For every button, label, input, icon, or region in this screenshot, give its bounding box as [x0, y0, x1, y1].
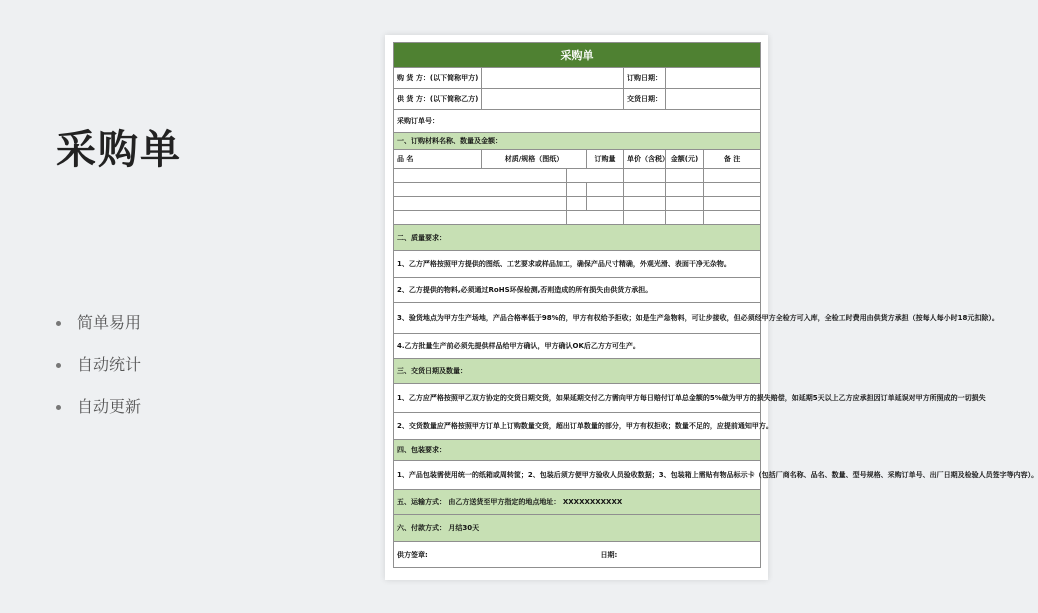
bullet-icon [56, 321, 61, 326]
section-items-heading: 一、订购材料名称、数量及金额： [394, 133, 761, 150]
col-name: 品 名 [394, 150, 482, 169]
feature-item [56, 354, 141, 396]
form-title: 采购单 [394, 43, 761, 68]
delivery-item: 1、乙方应严格按照甲乙双方协定的交货日期交货，如果延期交付乙方需向甲方每日赔付订单总金额的5%做为甲方的损失赔偿，如延期5天以上乙方应承担因订单延误对甲方所照成的一切损失 [394, 384, 761, 413]
items-header-row [394, 150, 761, 169]
col-spec: 材质/规格（图纸） [482, 150, 587, 169]
bullet-icon [56, 405, 61, 410]
supplier-field[interactable] [482, 89, 624, 110]
section-packaging-heading: 四、包装要求： [394, 440, 761, 461]
bullet-icon [56, 363, 61, 368]
buyer-label: 购 货 方：(以下简称甲方) [394, 68, 482, 89]
col-qty: 订购量 [587, 150, 624, 169]
purchase-order-table [393, 42, 1038, 568]
section-transport: 五、运输方式： 由乙方送货至甲方指定的地点地址： XXXXXXXXXXX [394, 490, 761, 515]
feature-item [56, 396, 141, 438]
feature-label: 简单易用 [77, 313, 142, 332]
section-quality-heading: 二、质量要求： [394, 225, 761, 251]
delivery-item: 2、交货数量应严格按照甲方订单上订购数量交货，超出订单数量的部分，甲方有权拒收；数量不足的，应提前通知甲方。 [394, 413, 761, 440]
section-delivery-heading: 三、交货日期及数量： [394, 359, 761, 384]
purchase-order-sheet [385, 35, 1038, 580]
supplier-signature-label: 供方签章: [394, 542, 587, 568]
feature-item [56, 312, 141, 354]
quality-item: 3、验货地点为甲方生产场地，产品合格率低于98%的，甲方有权给予拒收；如是生产急物料，可让步接收，但必须经甲方全检方可入库，全检工时费用由供货方承担（按每人每小时18元扣除）。 [394, 303, 761, 334]
order-date-label: 订购日期： [624, 68, 666, 89]
col-unit-price: 单价（含税） [624, 150, 666, 169]
feature-label: 自动统计 [77, 355, 142, 374]
signature-date-label: 日期: [587, 542, 761, 568]
quality-item: 1、乙方严格按照甲方提供的图纸、工艺要求或样品加工，确保产品尺寸精确，外观光滑、表面干净无杂物。 [394, 251, 761, 278]
col-amount: 金额(元) [666, 150, 704, 169]
section-payment: 六、付款方式： 月结30天 [394, 515, 761, 542]
order-date-field[interactable] [666, 68, 761, 89]
hero-title: 采购单 [56, 127, 182, 173]
feature-label: 自动更新 [77, 397, 142, 416]
delivery-date-label: 交货日期： [624, 89, 666, 110]
item-row [394, 197, 761, 211]
col-remark: 备 注 [704, 150, 761, 169]
quality-item: 2、乙方提供的物料,必须通过RoHS环保检测,否则造成的所有损失由供货方承担。 [394, 278, 761, 303]
item-row [394, 183, 761, 197]
feature-list [56, 312, 141, 438]
delivery-date-field[interactable] [666, 89, 761, 110]
item-row [394, 211, 761, 225]
item-row [394, 169, 761, 183]
order-number-label: 采购订单号： [394, 110, 761, 133]
buyer-field[interactable] [482, 68, 624, 89]
packaging-item: 1、产品包装需使用统一的纸箱或周转筐；2、包装后须方便甲方验收人员验收数据；3、包装箱上需贴有物品标示卡（包括厂商名称、品名、数量、型号规格、采购订单号、出厂日期及检验人员签字等内容）。 [394, 461, 761, 490]
quality-item: 4.乙方批量生产前必须先提供样品给甲方确认，甲方确认OK后乙方方可生产。 [394, 334, 761, 359]
supplier-label: 供 货 方：(以下简称乙方) [394, 89, 482, 110]
